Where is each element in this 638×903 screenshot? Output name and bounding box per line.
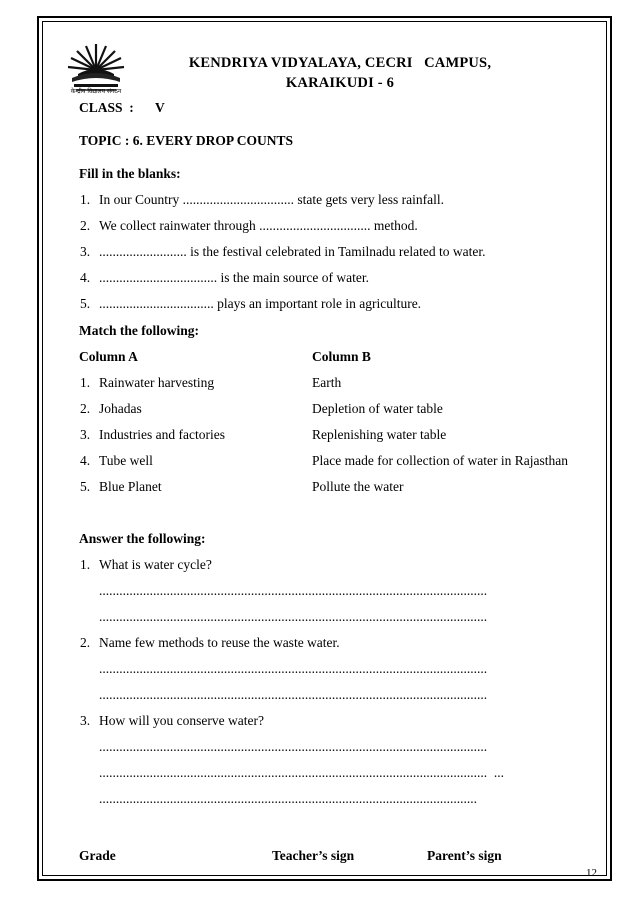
fill-item-number: 4.	[80, 270, 91, 285]
topic-title: TOPIC : 6. EVERY DROP COUNTS	[79, 133, 294, 148]
fill-item-text: ................................... is the main source of water.	[99, 270, 369, 285]
match-col-b-item: Pollute the water	[312, 479, 404, 494]
answer-line: ...................................................................................................................	[99, 687, 488, 702]
match-heading: Match the following:	[79, 323, 199, 338]
fill-item-text: .................................. plays an important role in agriculture.	[99, 296, 422, 311]
school-name-line2: KARAIKUDI - 6	[285, 75, 395, 91]
match-row-number: 1.	[80, 375, 91, 390]
answer-line: ................................................................................................................... ...	[99, 765, 504, 780]
match-col-a-item: Rainwater harvesting	[99, 375, 215, 390]
answer-line: ...................................................................................................................	[99, 661, 488, 676]
match-col-a-item: Johadas	[99, 401, 142, 416]
grade-label: Grade	[79, 848, 116, 863]
question-text: Name few methods to reuse the waste water.	[99, 635, 340, 650]
fill-item-number: 5.	[80, 296, 91, 311]
class-value: V	[155, 100, 165, 115]
class-label: CLASS :	[79, 100, 134, 115]
fill-item-text: In our Country ................................. state gets very less rainfall.	[99, 192, 444, 207]
match-row-number: 2.	[80, 401, 91, 416]
page-number: 12	[586, 867, 597, 879]
school-name-line1: KENDRIYA VIDYALAYA, CECRI CAMPUS,	[188, 55, 492, 71]
answer-heading: Answer the following:	[79, 531, 206, 546]
match-row-number: 3.	[80, 427, 91, 442]
match-row-number: 4.	[80, 453, 91, 468]
fill-item-number: 3.	[80, 244, 91, 259]
column-a-header: Column A	[79, 349, 138, 364]
fill-item-text: .......................... is the festival celebrated in Tamilnadu related to water.	[99, 244, 486, 259]
match-col-b-item: Depletion of water table	[312, 401, 443, 416]
answer-line: ...................................................................................................................	[99, 583, 488, 598]
question-number: 1.	[80, 557, 91, 572]
answer-line: ...................................................................................................................	[99, 739, 488, 754]
column-b-header: Column B	[312, 349, 371, 364]
match-col-a-item: Blue Planet	[99, 479, 162, 494]
answer-line: ................................................................................................................	[99, 791, 477, 806]
match-col-a-item: Industries and factories	[99, 427, 225, 442]
match-col-b-item: Earth	[312, 375, 342, 390]
fill-item-text: We collect rainwater through ................................. method.	[99, 218, 418, 233]
match-col-b-item: Replenishing water table	[312, 427, 447, 442]
answer-line: ...................................................................................................................	[99, 609, 488, 624]
fill-item-number: 2.	[80, 218, 91, 233]
logo-caption: केन्द्रीय विद्यालय संगठन	[70, 88, 122, 95]
fill-item-number: 1.	[80, 192, 91, 207]
question-number: 3.	[80, 713, 91, 728]
fill-blanks-heading: Fill in the blanks:	[79, 166, 181, 181]
teacher-sign-label: Teacher’s sign	[272, 848, 355, 863]
question-text: What is water cycle?	[99, 557, 212, 572]
question-number: 2.	[80, 635, 91, 650]
question-text: How will you conserve water?	[99, 713, 264, 728]
match-row-number: 5.	[80, 479, 91, 494]
parent-sign-label: Parent’s sign	[427, 848, 502, 863]
match-col-b-item: Place made for collection of water in Rajasthan	[312, 453, 569, 468]
match-col-a-item: Tube well	[99, 453, 153, 468]
